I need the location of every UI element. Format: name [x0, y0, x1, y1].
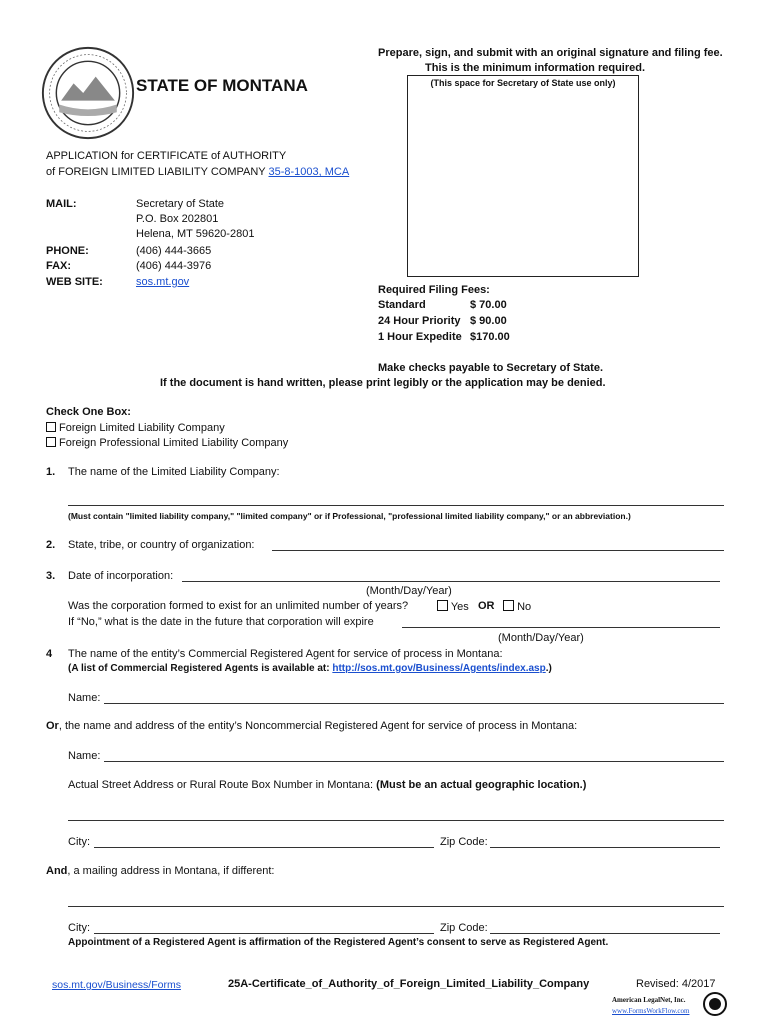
- check-one-heading: Check One Box:: [46, 406, 131, 418]
- fee-standard-amount: $ 70.00: [470, 299, 507, 311]
- q2-number: 2.: [46, 539, 56, 551]
- logo-line-2[interactable]: www.FormsWorkFlow.com: [612, 1007, 690, 1015]
- q3-no-option: [503, 600, 531, 613]
- logo-globe-icon: [702, 990, 728, 1018]
- q3-unlimited-question: Was the corporation formed to exist for an unlimited number of years?: [68, 600, 409, 612]
- q1-text: The name of the Limited Liability Company:: [68, 466, 280, 478]
- nc-city-field[interactable]: [94, 847, 434, 848]
- nc-street-label: Actual Street Address or Rural Route Box Number in Montana:: [68, 779, 377, 791]
- q1-number: 1.: [46, 466, 56, 478]
- instruction-line-1: Prepare, sign, and submit with an original signature and filing fee.: [378, 47, 723, 59]
- instruction-line-2: This is the minimum information required.: [425, 62, 646, 74]
- footer-revised: Revised: 4/2017: [636, 978, 716, 990]
- q4-list-note-prefix: (A list of Commercial Registered Agents is available at:: [68, 663, 333, 674]
- logo-line-1: American LegalNet, Inc.: [612, 996, 686, 1004]
- application-title-2: [46, 166, 349, 178]
- phone-value: (406) 444-3665: [136, 245, 212, 257]
- or-word: Or: [46, 720, 59, 732]
- mail-line-2: P.O. Box 202801: [136, 213, 219, 225]
- fax-value: (406) 444-3976: [136, 260, 212, 272]
- q4-number: 4: [46, 648, 53, 660]
- fee-expedite-label: 1 Hour Expedite: [378, 331, 462, 343]
- mailing-city-field[interactable]: [94, 933, 434, 934]
- state-title: STATE OF MONTANA: [136, 76, 308, 95]
- nc-city-label: City:: [68, 836, 90, 848]
- nc-street-line: [68, 779, 586, 791]
- nc-name-label: Name:: [68, 750, 101, 762]
- option-foreign-llc-label: Foreign Limited Liability Company: [59, 422, 225, 434]
- mail-label: MAIL:: [46, 198, 77, 210]
- affirmation-note: Appointment of a Registered Agent is affirmation of the Registered Agent’s consent to serve as Registered Agent.: [68, 937, 609, 948]
- option-foreign-llc: [46, 422, 225, 434]
- fee-priority-amount: $ 90.00: [470, 315, 507, 327]
- no-label: No: [517, 601, 532, 613]
- or-label: OR: [478, 600, 495, 612]
- fees-heading: Required Filing Fees:: [378, 284, 490, 296]
- agents-list-link[interactable]: http://sos.mt.gov/Business/Agents/index.asp: [332, 663, 546, 674]
- fee-expedite-amount: $170.00: [470, 331, 510, 343]
- montana-state-seal: [40, 45, 136, 141]
- q4-agent-name-field[interactable]: [104, 703, 724, 704]
- application-title-2-text: of FOREIGN LIMITED LIABILITY COMPANY: [46, 166, 269, 178]
- web-link[interactable]: sos.mt.gov: [136, 276, 190, 288]
- q4-name-label: Name:: [68, 692, 101, 704]
- phone-label: PHONE:: [46, 245, 89, 257]
- noncommercial-heading: [46, 720, 577, 732]
- checks-note: Make checks payable to Secretary of State.: [378, 362, 603, 374]
- mailing-address-field[interactable]: [68, 906, 724, 907]
- q3-date-hint: (Month/Day/Year): [366, 585, 452, 597]
- application-title-1: APPLICATION for CERTIFICATE of AUTHORITY: [46, 150, 287, 162]
- q2-state-field[interactable]: [272, 550, 724, 551]
- nc-zip-label: Zip Code:: [440, 836, 488, 848]
- footer-form-name: 25A-Certificate_of_Authority_of_Foreign_Limited_Liability_Company: [228, 978, 590, 990]
- q2-text: State, tribe, or country of organization:: [68, 539, 255, 551]
- mail-line-1: Secretary of State: [136, 198, 225, 210]
- sos-space-label: (This space for Secretary of State use only): [430, 78, 616, 88]
- q3-date-field[interactable]: [182, 581, 720, 582]
- fee-standard-label: Standard: [378, 299, 426, 311]
- yes-label: Yes: [450, 601, 469, 613]
- sos-use-box: [407, 75, 639, 277]
- mailing-text: , a mailing address in Montana, if different:: [67, 865, 275, 877]
- q3-if-no-text: If “No,” what is the date in the future that corporation will expire: [68, 616, 374, 628]
- web-label: WEB SITE:: [46, 276, 103, 288]
- option-foreign-pllc: [46, 437, 288, 449]
- q3-text: Date of incorporation:: [68, 570, 174, 582]
- checkbox-foreign-llc[interactable]: [46, 422, 56, 432]
- checkbox-foreign-pllc[interactable]: [46, 437, 56, 447]
- q3-date-hint-2: (Month/Day/Year): [498, 632, 584, 644]
- q3-yes-option: [437, 600, 469, 613]
- statute-link[interactable]: 35-8-1003, MCA: [268, 166, 350, 178]
- checkbox-yes[interactable]: [437, 600, 448, 611]
- footer-forms-link[interactable]: sos.mt.gov/Business/Forms: [52, 979, 181, 991]
- fee-priority-label: 24 Hour Priority: [378, 315, 461, 327]
- q4-list-note: [68, 663, 552, 674]
- mailing-heading: [46, 865, 274, 877]
- nc-street-note: (Must be an actual geographic location.): [376, 779, 587, 791]
- option-foreign-pllc-label: Foreign Professional Limited Liability Company: [59, 437, 289, 449]
- q1-llc-name-field[interactable]: [68, 505, 724, 506]
- nc-zip-field[interactable]: [490, 847, 720, 848]
- nc-agent-name-field[interactable]: [104, 761, 724, 762]
- noncommercial-text: , the name and address of the entity’s Noncommercial Registered Agent for service of process in Montana:: [58, 720, 578, 732]
- q3-expire-date-field[interactable]: [402, 627, 720, 628]
- q4-text: The name of the entity’s Commercial Registered Agent for service of process in Montana:: [68, 648, 503, 660]
- mailing-zip-label: Zip Code:: [440, 922, 488, 934]
- mailing-zip-field[interactable]: [490, 933, 720, 934]
- handwritten-warning: If the document is hand written, please print legibly or the application may be denied.: [160, 377, 606, 389]
- checkbox-no[interactable]: [503, 600, 514, 611]
- mailing-city-label: City:: [68, 922, 90, 934]
- q1-note: (Must contain "limited liability company," "limited company" or if Professional, "professional limited liability company," or an abbreviation.): [68, 511, 631, 521]
- american-legalnet-logo: [600, 988, 730, 1020]
- q3-number: 3.: [46, 570, 56, 582]
- and-word: And: [46, 865, 68, 877]
- nc-street-field[interactable]: [68, 820, 724, 821]
- fax-label: FAX:: [46, 260, 72, 272]
- mail-line-3: Helena, MT 59620-2801: [136, 228, 255, 240]
- q4-list-note-suffix: .): [545, 663, 552, 674]
